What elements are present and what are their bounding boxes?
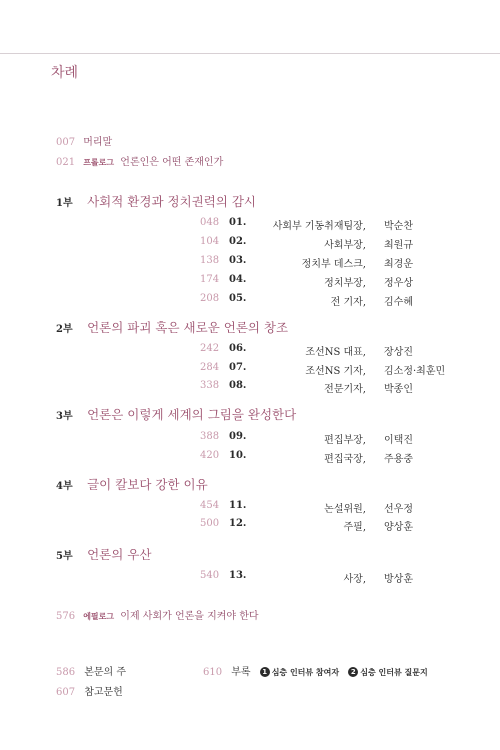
entry-number: 12. bbox=[229, 518, 247, 529]
entry-tag: 에필로그 bbox=[83, 612, 115, 621]
entry-role: 편집부장, bbox=[324, 435, 366, 446]
toc-entry-references[interactable] bbox=[56, 683, 123, 698]
toc-entry[interactable] bbox=[200, 293, 448, 307]
entry-role: 편집국장, bbox=[324, 454, 366, 465]
entry-name: 양상훈 bbox=[384, 522, 413, 533]
entry-name: 김소정·최훈민 bbox=[384, 366, 446, 377]
entry-name: 이택진 bbox=[384, 435, 413, 446]
page-number: 388 bbox=[200, 431, 220, 442]
page-number: 007 bbox=[56, 137, 76, 148]
entry-role: 정치부 데스크, bbox=[301, 259, 366, 270]
page-number: 138 bbox=[200, 255, 220, 266]
part-number: 5부 bbox=[56, 551, 73, 562]
toc-entry[interactable] bbox=[200, 500, 448, 514]
entry-name: 장상진 bbox=[384, 347, 413, 358]
entry-role: 사회부 기동취재팀장, bbox=[272, 221, 366, 232]
page-number: 338 bbox=[200, 380, 220, 391]
entry-role: 조선NS 기자, bbox=[305, 366, 366, 377]
circled-number-icon: 1 bbox=[260, 667, 270, 677]
page-number: 454 bbox=[200, 500, 220, 511]
toc-entry[interactable] bbox=[200, 431, 448, 445]
entry-number: 04. bbox=[229, 274, 247, 285]
part-heading-4[interactable] bbox=[56, 474, 208, 493]
page-number: 242 bbox=[200, 343, 220, 354]
appendix-item: 심층 인터뷰 참여자 bbox=[271, 668, 340, 677]
toc-entry-prologue[interactable] bbox=[56, 153, 223, 168]
entry-title: 참고문헌 bbox=[84, 687, 123, 698]
entry-title: 언론인은 어떤 존재인가 bbox=[120, 157, 224, 168]
part-number: 2부 bbox=[56, 324, 73, 335]
toc-entry-preface[interactable] bbox=[56, 133, 112, 148]
entry-name: 박순찬 bbox=[384, 221, 413, 232]
entry-tag: 프롤로그 bbox=[83, 158, 115, 167]
entry-number: 11. bbox=[229, 500, 247, 511]
entry-name: 방상훈 bbox=[384, 574, 413, 585]
entry-role: 전 기자, bbox=[330, 297, 366, 308]
entry-role: 조선NS 대표, bbox=[305, 347, 366, 358]
header-rule bbox=[0, 53, 500, 54]
toc-entry[interactable] bbox=[200, 217, 448, 231]
toc-entry[interactable] bbox=[200, 380, 448, 394]
toc-entry-notes[interactable] bbox=[56, 663, 126, 678]
entry-role: 사장, bbox=[343, 574, 366, 585]
part-title: 사회적 환경과 정치권력의 감시 bbox=[87, 194, 256, 209]
part-title: 언론의 파괴 혹은 새로운 언론의 창조 bbox=[87, 320, 289, 335]
toc-entry[interactable] bbox=[200, 343, 448, 357]
entry-name: 주용중 bbox=[384, 454, 413, 465]
page-number: 610 bbox=[203, 667, 223, 678]
toc-entry[interactable] bbox=[200, 362, 448, 376]
part-title: 언론은 이렇게 세계의 그림을 완성한다 bbox=[87, 407, 297, 422]
entry-number: 03. bbox=[229, 255, 247, 266]
part-number: 1부 bbox=[56, 198, 73, 209]
page-number: 420 bbox=[200, 450, 220, 461]
toc-title: 차례 bbox=[51, 65, 79, 81]
entry-name: 최경운 bbox=[384, 259, 413, 270]
page-number: 104 bbox=[200, 236, 220, 247]
part-heading-1[interactable] bbox=[56, 191, 256, 210]
toc-entry-appendix[interactable] bbox=[203, 663, 428, 678]
entry-name: 박종인 bbox=[384, 384, 413, 395]
page-number: 540 bbox=[200, 570, 220, 581]
entry-title: 부록 bbox=[231, 667, 251, 678]
part-heading-2[interactable] bbox=[56, 317, 288, 336]
entry-number: 05. bbox=[229, 293, 247, 304]
toc-entry[interactable] bbox=[200, 236, 448, 250]
part-heading-5[interactable] bbox=[56, 544, 151, 563]
page-number: 576 bbox=[56, 611, 76, 622]
entry-number: 13. bbox=[229, 570, 247, 581]
part-number: 4부 bbox=[56, 481, 73, 492]
toc-entry[interactable] bbox=[200, 518, 448, 532]
circled-number-icon: 2 bbox=[348, 667, 358, 677]
entry-title: 머리말 bbox=[83, 137, 113, 148]
page-number: 500 bbox=[200, 518, 220, 529]
entry-title: 이제 사회가 언론을 지켜야 한다 bbox=[120, 611, 259, 622]
toc-entry[interactable] bbox=[200, 255, 448, 269]
entry-number: 02. bbox=[229, 236, 247, 247]
part-heading-3[interactable] bbox=[56, 404, 296, 423]
page-number: 021 bbox=[56, 157, 76, 168]
page-number: 048 bbox=[200, 217, 220, 228]
entry-role: 주필, bbox=[343, 522, 366, 533]
entry-number: 09. bbox=[229, 431, 247, 442]
entry-role: 논설위원, bbox=[324, 504, 366, 515]
part-title: 언론의 우산 bbox=[87, 547, 152, 562]
page-number: 284 bbox=[200, 362, 220, 373]
part-title: 글이 칼보다 강한 이유 bbox=[87, 477, 208, 492]
entry-number: 10. bbox=[229, 450, 247, 461]
page-number: 586 bbox=[56, 667, 76, 678]
entry-role: 전문기자, bbox=[324, 384, 366, 395]
entry-name: 정우상 bbox=[384, 278, 413, 289]
entry-name: 김수혜 bbox=[384, 297, 413, 308]
toc-entry[interactable] bbox=[200, 570, 448, 584]
part-number: 3부 bbox=[56, 411, 73, 422]
page-number: 174 bbox=[200, 274, 220, 285]
entry-number: 06. bbox=[229, 343, 247, 354]
toc-entry[interactable] bbox=[200, 274, 448, 288]
entry-number: 08. bbox=[229, 380, 247, 391]
entry-name: 최원규 bbox=[384, 240, 413, 251]
entry-name: 선우정 bbox=[384, 504, 413, 515]
entry-role: 정치부장, bbox=[324, 278, 366, 289]
entry-title: 본문의 주 bbox=[84, 667, 127, 678]
page-number: 208 bbox=[200, 293, 220, 304]
entry-role: 사회부장, bbox=[324, 240, 366, 251]
entry-number: 07. bbox=[229, 362, 247, 373]
entry-number: 01. bbox=[229, 217, 247, 228]
toc-entry[interactable] bbox=[200, 450, 448, 464]
toc-entry-epilogue[interactable] bbox=[56, 607, 259, 622]
appendix-item: 심층 인터뷰 질문지 bbox=[360, 668, 428, 677]
page-number: 607 bbox=[56, 687, 76, 698]
